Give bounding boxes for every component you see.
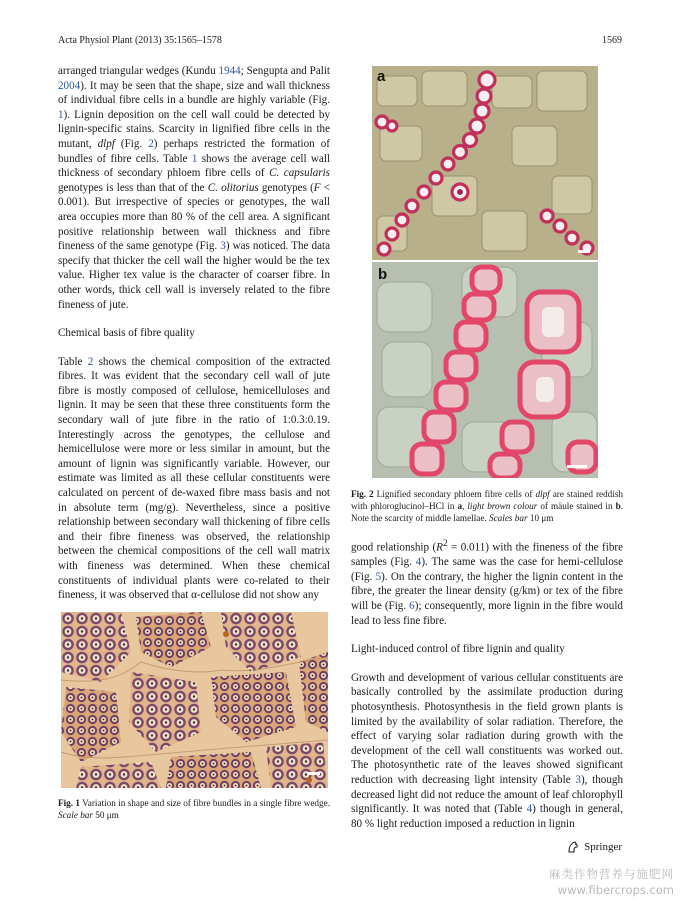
- text-run: (Fig.: [114, 137, 149, 150]
- citation-link[interactable]: 4: [415, 556, 422, 569]
- citation-link[interactable]: 2: [148, 137, 154, 150]
- bold-run: Fig. 2: [351, 489, 374, 499]
- text-run: Table: [58, 355, 88, 368]
- section-heading-light-control: Light-induced control of fibre lignin and quality: [351, 643, 565, 656]
- text-run: . Note the scarcity of middle lamellae.: [351, 501, 623, 523]
- text-run: ,: [462, 501, 468, 511]
- bold-run: a: [457, 501, 463, 511]
- watermark-line-2: www.fibercrops.com: [557, 883, 674, 897]
- journal-citation: Acta Physiol Plant (2013) 35:1565–1578: [58, 35, 222, 46]
- text-run: ). On the contrary, the higher the lignin content in the fibre, the greater the linear density (g/km) or tex of the fibre will be (Fig.: [351, 570, 623, 613]
- italic-run: light brown colour: [467, 501, 538, 511]
- panel-label-b: b: [378, 266, 388, 283]
- panel-label-a: a: [377, 68, 386, 85]
- left-column: [58, 64, 330, 603]
- citation-link[interactable]: 1: [191, 152, 198, 165]
- paragraph-light-control: [351, 671, 623, 832]
- paragraph-fineness-relationship: [351, 537, 623, 628]
- text-run: Variation in shape and size of fibre bundles in a single fibre wedge.: [80, 798, 330, 808]
- figure-2-caption: [351, 488, 623, 524]
- text-run: ); consequently, more lignin in the fibre would lead to less fine fibre.: [351, 600, 623, 627]
- text-run: ). It may be seen that the shape, size and wall thickness of individual fibre cells in a bundle are highly variable (Fig.: [58, 79, 330, 107]
- right-column: [351, 537, 623, 831]
- scale-bar-b: [567, 465, 587, 468]
- citation-link[interactable]: 1944: [218, 65, 241, 77]
- text-run: ; Sengupta and Palit: [240, 65, 330, 77]
- paragraph-chemical-composition: [58, 355, 330, 603]
- figure-2a-micrograph: [372, 66, 598, 260]
- watermark-line-1: 麻类作物营养与施肥网: [549, 867, 674, 881]
- citation-link[interactable]: 6: [409, 600, 415, 613]
- text-run: shows the average cell wall thickness of secondary phloem fibre cells of: [58, 152, 330, 180]
- text-run: ). Lignin deposition on the cell wall could be detected by lignin-specific stains. Scarcity in lignified fibre cells in the mutant,: [58, 108, 330, 150]
- bold-run: b: [615, 501, 621, 511]
- text-run: shows the chemical composition of the extracted fibres. It was evident that the secondary cell wall of jute fibre is mostly composed of cellulose, hemicelluloses and lignin. It may be seen that these three constituents form the secondary wall of jute fibre in the ratio of 1:0.3:0.19. Interestingly across the genotypes, the cellulose and hemicellulose were more or less similar in amount, but the amount of lignin was significantly variable. However, our estimate was limited as all these cellular constituents were calculated on percent of de-waxed fibre mass basis and not in absolute term (mg/g). Nevertheless, since a positive relationship between secondary wall thickening of fibre cells and their fibre fineness was observed, the relationship between the chemical compositions of the cell wall matrix with fineness was determined. When these chemical constituents of individual plants were co-related to their fineness, it was observed that α-cellulose did not show any: [58, 355, 330, 602]
- citation-link[interactable]: 3: [220, 240, 226, 253]
- text-run: ) though in general, 80 % light reduction imposed a reduction in lignin: [351, 803, 623, 830]
- site-watermark: [549, 866, 674, 898]
- text-run: genotypes is less than that of the: [58, 181, 208, 194]
- publisher-footer: [566, 840, 622, 854]
- italic-run: dlpf: [535, 489, 550, 499]
- text-run: ), though decreased light did not reduce the amount of leaf chlorophyll significantly. It was noted that (Table: [351, 774, 623, 816]
- italic-run: C. capsularis: [269, 167, 331, 180]
- text-run: ) perhaps restricted the formation of bundles of fibre cells. Table: [58, 137, 330, 165]
- italic-run: F: [313, 181, 321, 194]
- fibre-bundle-micrograph: [61, 612, 328, 788]
- text-run: are stained reddish with phloroglucinol–HCl in: [351, 489, 623, 511]
- scale-bar-a: [578, 250, 590, 253]
- text-run: < 0.001). But irrespective of species or genotypes, the wall area occupies more than 80 % of the cell area. A significant positive relationship between wall thickness and fibre fineness of the same genotype (Fig.: [58, 181, 330, 253]
- text-run: genotypes (: [258, 181, 314, 194]
- figure-1-micrograph: [61, 612, 328, 788]
- text-run: arranged triangular wedges (Kundu: [58, 65, 219, 77]
- text-run: Growth and development of various cellular constituents are basically controlled by the assimilate production during photosynthesis. Photosynthesis in the field grown plants is limited by the availability of solar radiation. Therefore, the effect of varying solar radiation during growth with the development of the cell wall constituents was worked out. The photosynthetic rate of the leaves showed significant reduction with decreasing light intensity (Table: [351, 671, 623, 786]
- italic-run: R: [436, 541, 443, 554]
- scale-bar: [307, 772, 320, 775]
- superscript: 2: [442, 539, 448, 549]
- italic-run: Scale bar: [58, 810, 93, 820]
- figure-1-caption: [58, 797, 330, 821]
- italic-run: dlpf: [97, 137, 115, 150]
- section-heading-chemical-basis: Chemical basis of fibre quality: [58, 327, 195, 340]
- page-number: 1569: [602, 35, 622, 46]
- citation-link[interactable]: 2: [87, 355, 94, 368]
- citation-link[interactable]: 1: [58, 108, 64, 121]
- citation-link[interactable]: 2004: [58, 79, 81, 92]
- text-run: ) was noticed. The data specify that thicker the cell wall the higher would be the tex value. Higher tex value is the character of coarser fibre. In other words, thick cell wall is inversely related to the fibre fineness of jute.: [58, 240, 330, 311]
- text-run: = 0.011) with the fineness of the fibre samples (Fig.: [351, 541, 623, 569]
- figure-2b-micrograph: [372, 262, 598, 478]
- text-run: 50 μm: [92, 810, 119, 820]
- text-run: good relationship (: [351, 541, 437, 554]
- paragraph-fibre-anatomy: [58, 64, 330, 312]
- italic-run: Scales bar: [489, 513, 528, 523]
- text-run: of mäule stained in: [537, 501, 616, 511]
- publisher-name: Springer: [584, 841, 622, 853]
- text-run: Lignified secondary phloem fibre cells of: [373, 489, 536, 499]
- italic-run: C. olitorius: [207, 181, 259, 194]
- springer-horse-icon: [566, 840, 580, 854]
- citation-link[interactable]: 4: [526, 803, 533, 816]
- bold-run: Fig. 1: [58, 798, 80, 808]
- citation-link[interactable]: 5: [375, 570, 382, 583]
- text-run: 10 μm: [527, 513, 554, 523]
- citation-link[interactable]: 3: [575, 774, 581, 786]
- text-run: ). The same was the case for hemi-cellulose (Fig.: [351, 556, 624, 583]
